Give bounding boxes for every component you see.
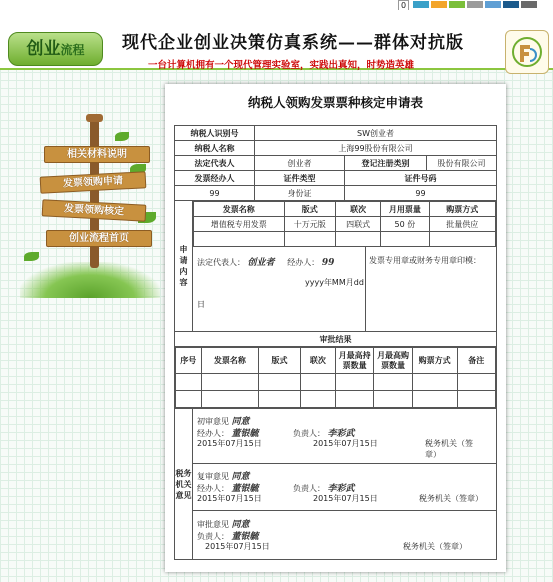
sidebar-item-invoice-verify[interactable] — [42, 199, 147, 221]
id-no-label: 证件号码 — [345, 171, 497, 186]
opinion-resp-signature: 李彩武 — [327, 484, 355, 494]
apply-section-label — [175, 201, 193, 332]
opinion-block-second — [193, 464, 496, 511]
legal-signature: 创业者 — [247, 258, 275, 268]
opinion-resp-label: 负责人： — [293, 429, 325, 438]
apply-cell: 批量供应 — [429, 217, 495, 232]
swatch-2 — [431, 1, 447, 8]
apply-signature-block — [193, 247, 496, 331]
opinion-date: 2015年07月15日 — [197, 494, 262, 503]
result-header: 购票方式 — [412, 348, 457, 374]
result-title: 审批结果 — [175, 332, 497, 347]
legal-rep-label: 法定代表人 — [175, 156, 255, 171]
agent-label: 发票经办人 — [175, 171, 255, 186]
opinion-agent-signature: 董银毓 — [231, 484, 259, 494]
opinion-date: 2015年07月15日 — [313, 439, 378, 448]
swatch-5 — [485, 1, 501, 8]
opinion-signature: 同意 — [231, 472, 250, 482]
corner-logo-icon — [505, 30, 549, 74]
result-section — [175, 347, 497, 409]
sidebar-item-label: 发票领购核定 — [63, 203, 125, 218]
opinion-resp-label: 负责人： — [293, 484, 325, 493]
taxpayer-id-label: 纳税人识别号 — [175, 126, 255, 141]
result-header: 版式 — [259, 348, 301, 374]
apply-cell: 50 份 — [381, 217, 429, 232]
result-table — [175, 347, 496, 408]
opinion-org: 税务机关（签章） — [419, 494, 483, 503]
seal-label: 发票专用章或财务专用章印模： — [369, 256, 481, 265]
swatch-6 — [503, 1, 519, 8]
grass-decoration — [20, 262, 160, 298]
opinion-org: 税务机关（签章） — [425, 439, 473, 459]
opinion-signature: 同意 — [231, 520, 250, 530]
id-type-value: 身份证 — [255, 186, 345, 201]
result-header: 联次 — [300, 348, 335, 374]
id-no-value: 99 — [345, 186, 497, 201]
opinion-agent-signature: 董银毓 — [231, 429, 259, 439]
result-header: 月最高持票数量 — [335, 348, 373, 374]
sidebar-item-materials[interactable] — [44, 146, 150, 163]
swatch-7 — [521, 1, 537, 8]
apply-cell: 四联式 — [335, 217, 380, 232]
logo-sub: 流程 — [60, 43, 85, 57]
swatch-1 — [413, 1, 429, 8]
agent-signature: 99 — [321, 258, 335, 268]
apply-section — [193, 201, 497, 332]
result-header: 月最高购票数量 — [374, 348, 412, 374]
apply-cell: 增值税专用发票 — [194, 217, 285, 232]
opinion-org: 税务机关（签章） — [403, 542, 467, 551]
apply-date: yyyy年MM月dd — [305, 278, 364, 287]
sidebar-item-label: 相关材料说明 — [67, 149, 127, 160]
opinion-agent-label: 经办人： — [197, 429, 229, 438]
sidebar-item-label: 发票领购申请 — [62, 175, 124, 190]
sidebar-item-label: 创业流程首页 — [69, 233, 129, 244]
apply-header: 月用票量 — [381, 202, 429, 217]
opinion-label: 税务机关意见 — [175, 468, 192, 500]
apply-header: 购票方式 — [429, 202, 495, 217]
apply-header: 版式 — [284, 202, 335, 217]
reg-type-value: 股份有限公司 — [427, 156, 497, 171]
opinion-signature: 同意 — [231, 417, 250, 427]
opinion-resp-signature: 李彩武 — [327, 429, 355, 439]
opinion-agent-label: 经办人： — [197, 484, 229, 493]
apply-header: 联次 — [335, 202, 380, 217]
application-form — [165, 84, 506, 572]
opinion-date: 2015年07月15日 — [197, 439, 262, 448]
sidebar-signpost — [20, 112, 165, 292]
opinion-section — [193, 409, 497, 560]
leaf-icon — [115, 132, 129, 141]
id-type-label: 证件类型 — [255, 171, 345, 186]
page-title: 现代企业创业决策仿真系统——群体对抗版 — [122, 33, 464, 53]
agent-value: 99 — [175, 186, 255, 201]
result-header: 序号 — [176, 348, 202, 374]
logo — [8, 32, 103, 66]
apply-header: 发票名称 — [194, 202, 285, 217]
opinion-agent-signature: 董银毓 — [231, 532, 259, 542]
signpost-cap — [86, 114, 103, 122]
opinion-section-label — [175, 409, 193, 560]
apply-table — [193, 201, 496, 247]
form-title: 纳税人领购发票票种核定申请表 — [247, 95, 423, 110]
logo-text: 创业 — [26, 39, 61, 59]
sidebar-item-invoice-apply[interactable] — [40, 171, 147, 194]
swatch-3 — [449, 1, 465, 8]
opinion-date: 2015年07月15日 — [205, 542, 270, 551]
apply-label: 申请内容 — [179, 245, 188, 287]
opinion-title: 初审意见 — [197, 417, 229, 426]
legal-sig-label: 法定代表人： — [197, 258, 245, 267]
taxpayer-name-value: 上海99股份有限公司 — [255, 141, 497, 156]
opinion-agent-label: 负责人： — [197, 532, 229, 541]
result-header: 发票名称 — [201, 348, 259, 374]
opinion-date: 2015年07月15日 — [313, 494, 378, 503]
opinion-block-first — [193, 409, 496, 464]
header — [0, 10, 553, 70]
opinion-title: 复审意见 — [197, 472, 229, 481]
apply-date-tail: 日 — [197, 300, 205, 309]
taxpayer-name-label: 纳税人名称 — [175, 141, 255, 156]
apply-cell: 十万元版 — [284, 217, 335, 232]
form-table — [174, 125, 497, 560]
opinion-block-final — [193, 511, 496, 557]
legal-rep-value: 创业者 — [255, 156, 345, 171]
opinion-title: 审批意见 — [197, 520, 229, 529]
taxpayer-id-value: SW创业者 — [255, 126, 497, 141]
page-subtitle: 一台计算机拥有一个现代管理实验室，实践出真知，时势造英雄 — [148, 60, 415, 71]
agent-sig-label: 经办人： — [287, 258, 320, 267]
top-strip — [0, 0, 553, 10]
leaf-icon — [24, 252, 39, 261]
result-header: 备注 — [457, 348, 495, 374]
top-badge: 0 — [398, 0, 409, 12]
swatch-4 — [467, 1, 483, 8]
reg-type-label: 登记注册类别 — [345, 156, 427, 171]
sidebar-item-home[interactable] — [46, 230, 152, 247]
